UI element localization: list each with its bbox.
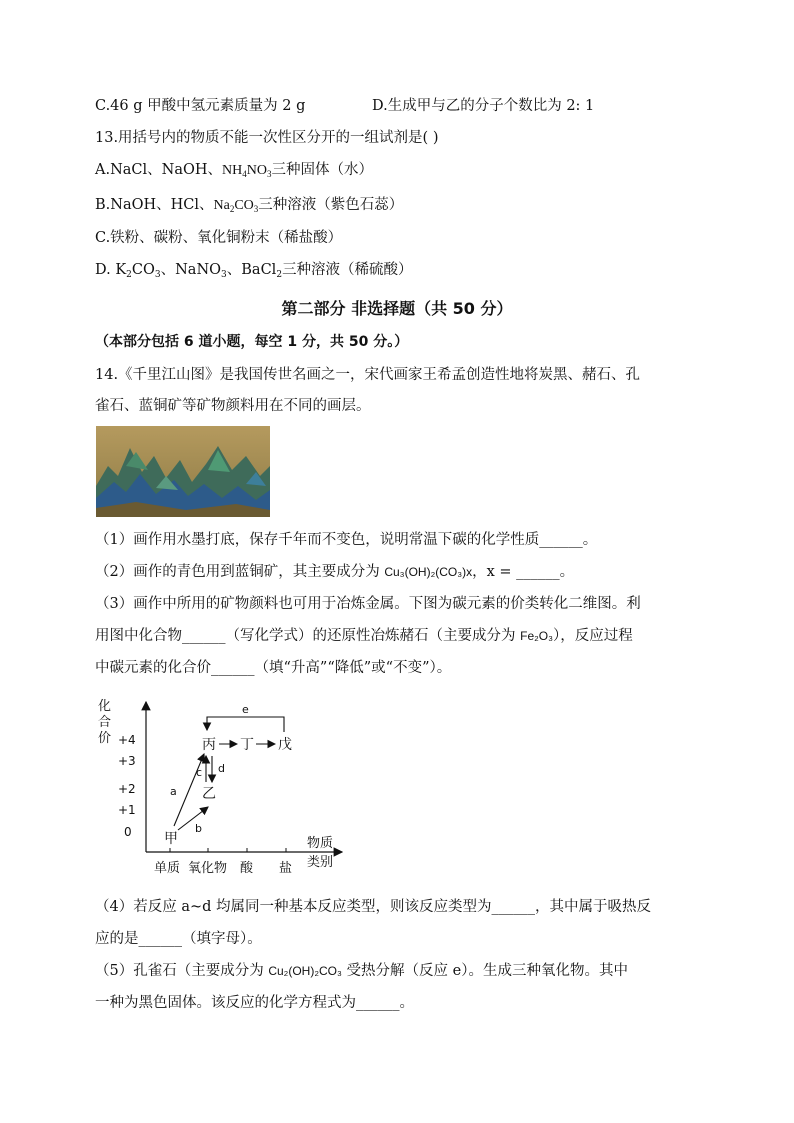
x-label-2: 类别 bbox=[307, 855, 334, 870]
y-tick-plus1: +1 bbox=[118, 803, 136, 817]
q14-sub5-line2: 一种为黑色固体。该反应的化学方程式为______。 bbox=[95, 995, 414, 1011]
q13-option-b: B.NaOH、HCl、$Na_2CO_3$三种溶液（紫色石蕊） bbox=[95, 197, 404, 214]
node-wu: 戊 bbox=[278, 737, 292, 753]
q13-option-a: A.NaCl、NaOH、$NH_4NO_3$三种固体（水） bbox=[95, 162, 373, 179]
y-tick-plus4: +4 bbox=[118, 733, 136, 747]
q13-option-d: D. $K_2CO_3$、NaNO$_3$、BaCl$_2$三种溶液（稀硫酸） bbox=[95, 262, 413, 280]
y-tick-plus2: +2 bbox=[118, 782, 136, 796]
y-label-3: 价 bbox=[98, 731, 112, 746]
x-tick-oxide: 氧化物 bbox=[188, 861, 228, 876]
y-label-1: 化 bbox=[98, 699, 112, 714]
arrow-a bbox=[174, 754, 204, 826]
arrow-a-label: a bbox=[170, 785, 177, 798]
q14-sub3-line1: （3）画作中所用的矿物颜料也可用于冶炼金属。下图为碳元素的价类转化二维图。利 bbox=[95, 596, 641, 612]
q14-sub4-line1: （4）若反应 a~d 均属同一种基本反应类型，则该反应类型为______，其中属于吸热反 bbox=[95, 899, 652, 915]
qianli-jiangshan-painting bbox=[96, 426, 270, 517]
part-two-note: （本部分包括 6 道小题，每空 1 分，共 50 分。） bbox=[95, 334, 409, 350]
q12-option-c: C.46 g 甲酸中氢元素质量为 2 g bbox=[95, 98, 306, 114]
arrow-d-label: d bbox=[218, 762, 225, 775]
node-ding: 丁 bbox=[240, 737, 254, 753]
node-bing: 丙 bbox=[202, 737, 216, 753]
arrow-b-label: b bbox=[195, 822, 202, 835]
q13-stem: 13.用括号内的物质不能一次性区分开的一组试剂是( ) bbox=[95, 130, 439, 146]
q14-sub3-line3: 中碳元素的化合价______（填“升高”“降低”或“不变”）。 bbox=[95, 660, 452, 676]
arrow-c-label: c bbox=[196, 766, 203, 779]
x-tick-elemental: 单质 bbox=[154, 861, 181, 876]
x-tick-salt: 盐 bbox=[279, 861, 293, 876]
carbon-valence-class-diagram bbox=[90, 692, 360, 882]
y-tick-zero: 0 bbox=[124, 825, 132, 839]
q14-stem-line1: 14.《千里江山图》是我国传世名画之一，宋代画家王希孟创造性地将炭黑、赭石、孔 bbox=[95, 367, 641, 383]
q12-option-d: D.生成甲与乙的分子个数比为 2: 1 bbox=[372, 98, 595, 114]
y-tick-plus3: +3 bbox=[118, 754, 136, 768]
q14-sub1: （1）画作用水墨打底，保存千年而不变色，说明常温下碳的化学性质______。 bbox=[95, 532, 598, 548]
q14-stem-line2: 雀石、蓝铜矿等矿物颜料用在不同的画层。 bbox=[95, 398, 371, 414]
part-two-title: 第二部分 非选择题（共 50 分） bbox=[281, 299, 513, 318]
q13-option-c: C.铁粉、碳粉、氧化铜粉末（稀盐酸） bbox=[95, 230, 343, 246]
arrow-b bbox=[178, 807, 208, 830]
node-jia: 甲 bbox=[164, 831, 178, 847]
q14-sub3-line2: 用图中化合物______（写化学式）的还原性冶炼赭石（主要成分为 Fe₂O₃），反应过程 bbox=[95, 628, 633, 644]
x-label-1: 物质 bbox=[307, 836, 334, 851]
q14-sub5-line1: （5）孔雀石（主要成分为 Cu₂(OH)₂CO₃ 受热分解（反应 e）。生成三种氧化物。其中 bbox=[95, 963, 628, 979]
q14-sub2: （2）画作的青色用到蓝铜矿，其主要成分为 Cu₃(OH)₂(CO₃)x，x = ______。 bbox=[95, 564, 575, 580]
q14-sub4-line2: 应的是______（填字母）。 bbox=[95, 931, 262, 947]
arrow-e-label: e bbox=[242, 703, 249, 716]
x-tick-acid: 酸 bbox=[240, 861, 254, 876]
arrow-e bbox=[207, 717, 284, 732]
node-yi: 乙 bbox=[202, 786, 216, 802]
y-label-2: 合 bbox=[98, 715, 112, 730]
